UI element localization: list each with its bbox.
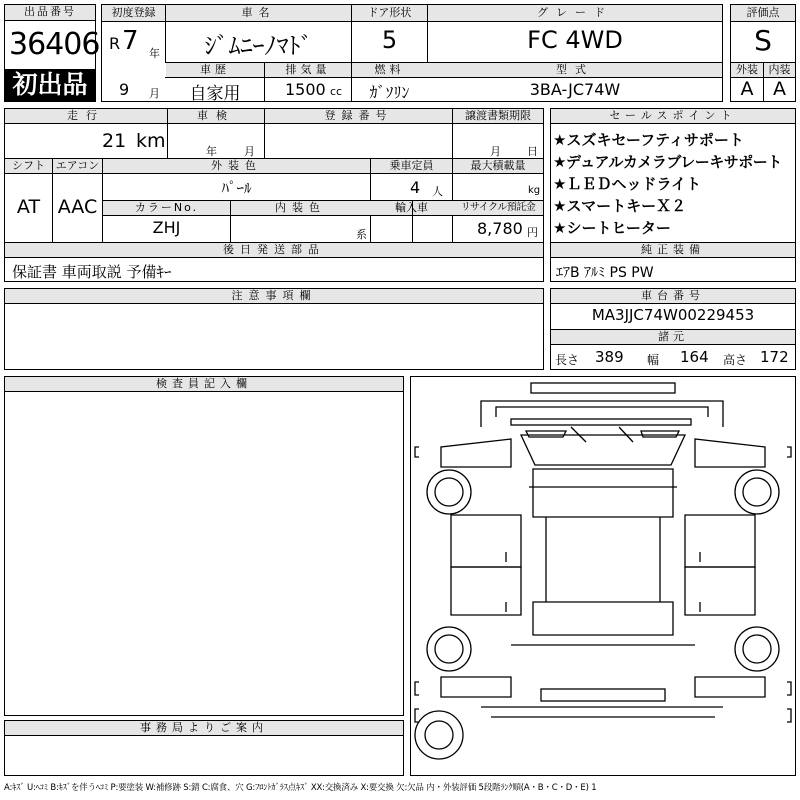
int-score-label: 内装 (768, 63, 791, 76)
displacement-unit: cc (330, 85, 343, 98)
recycle-unit: 円 (527, 226, 538, 239)
history-label: 車歴 (200, 63, 230, 76)
fuel-label: 燃料 (374, 63, 405, 76)
history-value: 自家用 (189, 84, 241, 104)
chassis-label: 車台番号 (641, 289, 705, 302)
recycle-value: 8,780 (477, 219, 523, 238)
fuel-value: ｶﾞｿﾘﾝ (369, 83, 410, 102)
inspector-label: 検査員記入欄 (156, 377, 252, 390)
inspection-month-unit: 月 (244, 145, 255, 158)
color-no-value: ZHJ (152, 218, 181, 237)
transfer-day-unit: 日 (527, 145, 538, 158)
transfer-label: 譲渡書類期限 (465, 109, 531, 122)
lot-number: 36406 (9, 27, 100, 62)
max-load-label: 最大積載量 (470, 159, 526, 172)
mileage-unit: km (136, 130, 166, 152)
grade-label: グレード (537, 6, 613, 19)
car-diagram-box (410, 376, 796, 776)
first-reg-era: R (109, 34, 121, 53)
inspection-label: 車検 (197, 109, 235, 122)
mileage-label: 走行 (67, 109, 105, 122)
office-label: 事務局よりご案内 (140, 721, 268, 734)
score-label: 評価点 (746, 6, 780, 19)
capacity-value: 4 (410, 178, 421, 197)
score-value: S (754, 24, 772, 57)
max-load-unit: kg (528, 185, 541, 196)
first-reg-month: 9 (119, 80, 130, 99)
specs-label: 諸元 (658, 330, 688, 343)
first-reg-year: 7 (122, 26, 139, 56)
car-name-value: ｼﾞﾑﾆｰﾉﾏﾄﾞ (204, 32, 313, 60)
displacement-value: 1500 (285, 80, 326, 99)
sales-point-3: ★ＬＥＤヘッドライト (553, 175, 701, 193)
height-value: 172 (760, 348, 789, 366)
aircon-value: AAC (57, 196, 98, 218)
displacement-label: 排気量 (285, 63, 331, 76)
sales-point-1: ★スズキセーフティサポート (553, 131, 744, 149)
sales-point-2: ★デュアルカメラブレーキサポート (553, 153, 782, 171)
sales-point-5: ★シートヒーター (553, 219, 671, 237)
chassis-value: MA3JJC74W00229453 (591, 306, 755, 324)
car-diagram (411, 377, 795, 775)
inspection-year-unit: 年 (206, 145, 217, 158)
first-reg-month-unit: 月 (149, 87, 160, 100)
length-value: 389 (595, 348, 624, 366)
capacity-unit: 人 (432, 185, 443, 198)
grade-value: FC 4WD (527, 26, 623, 54)
ext-color-value: ﾊﾟｰﾙ (221, 179, 252, 197)
genuine-equip-label: 純正装備 (641, 243, 705, 256)
ext-score-value: A (740, 78, 754, 100)
first-reg-year-unit: 年 (149, 47, 160, 60)
color-no-label: カラーNo. (134, 201, 199, 214)
first-listing-label: 初出品 (12, 70, 88, 99)
int-color-unit: 系 (356, 228, 367, 241)
sales-point-4: ★スマートキーＸ２ (553, 197, 687, 215)
length-label: 長さ (555, 353, 580, 367)
ext-color-label: 外装色 (211, 159, 262, 172)
width-label: 幅 (647, 353, 660, 367)
lot-box (4, 4, 100, 102)
model-label: 型式 (556, 63, 594, 76)
car-name-label: 車名 (241, 6, 276, 19)
inspector-box (4, 376, 404, 716)
ext-score-label: 外装 (736, 63, 758, 76)
model-value: 3BA-JC74W (529, 80, 621, 99)
height-label: 高さ (723, 353, 748, 367)
import-label: 輸入車 (395, 201, 428, 214)
notes-label: 注意事項欄 (231, 289, 317, 302)
first-reg-label: 初度登録 (111, 6, 156, 19)
mileage-value: 21 (102, 130, 127, 152)
later-parts-value: 保証書 車両取説 予備ｷｰ (12, 263, 172, 281)
lot-label: 出品番号 (5, 5, 95, 21)
shift-value: AT (16, 196, 41, 218)
door-value: 5 (381, 26, 398, 54)
genuine-equip-value: ｴｱB ｱﾙﾐ PS PW (556, 265, 654, 281)
later-parts-label: 後日発送部品 (223, 243, 325, 256)
aircon-label: エアコン (55, 159, 100, 172)
width-value: 164 (680, 348, 709, 366)
registration-label: 登録番号 (324, 109, 393, 122)
sales-points-label: セールスポイント (609, 109, 737, 122)
capacity-label: 乗車定員 (389, 159, 434, 172)
int-score-value: A (773, 78, 786, 100)
legend: A:ｷｽﾞ U:ﾍｺﾐ B:ｷｽﾞを伴うﾍｺﾐ P:要塗装 W:補修跡 S:錆 C:腐食、穴 G:ﾌﾛﾝﾄｶﾞﾗｽ点ｷｽﾞ XX:交換済み X:要交換 欠:欠品 内・外装評価 5段階ﾗﾝｸ順(A・B・C・D・E) 1 (4, 783, 597, 793)
recycle-label: リサイクル預託金 (460, 202, 536, 213)
shift-label: シフト (12, 159, 45, 172)
transfer-month-unit: 月 (490, 145, 501, 158)
int-color-label: 内装色 (275, 201, 326, 214)
door-label: ドア形状 (367, 6, 412, 19)
